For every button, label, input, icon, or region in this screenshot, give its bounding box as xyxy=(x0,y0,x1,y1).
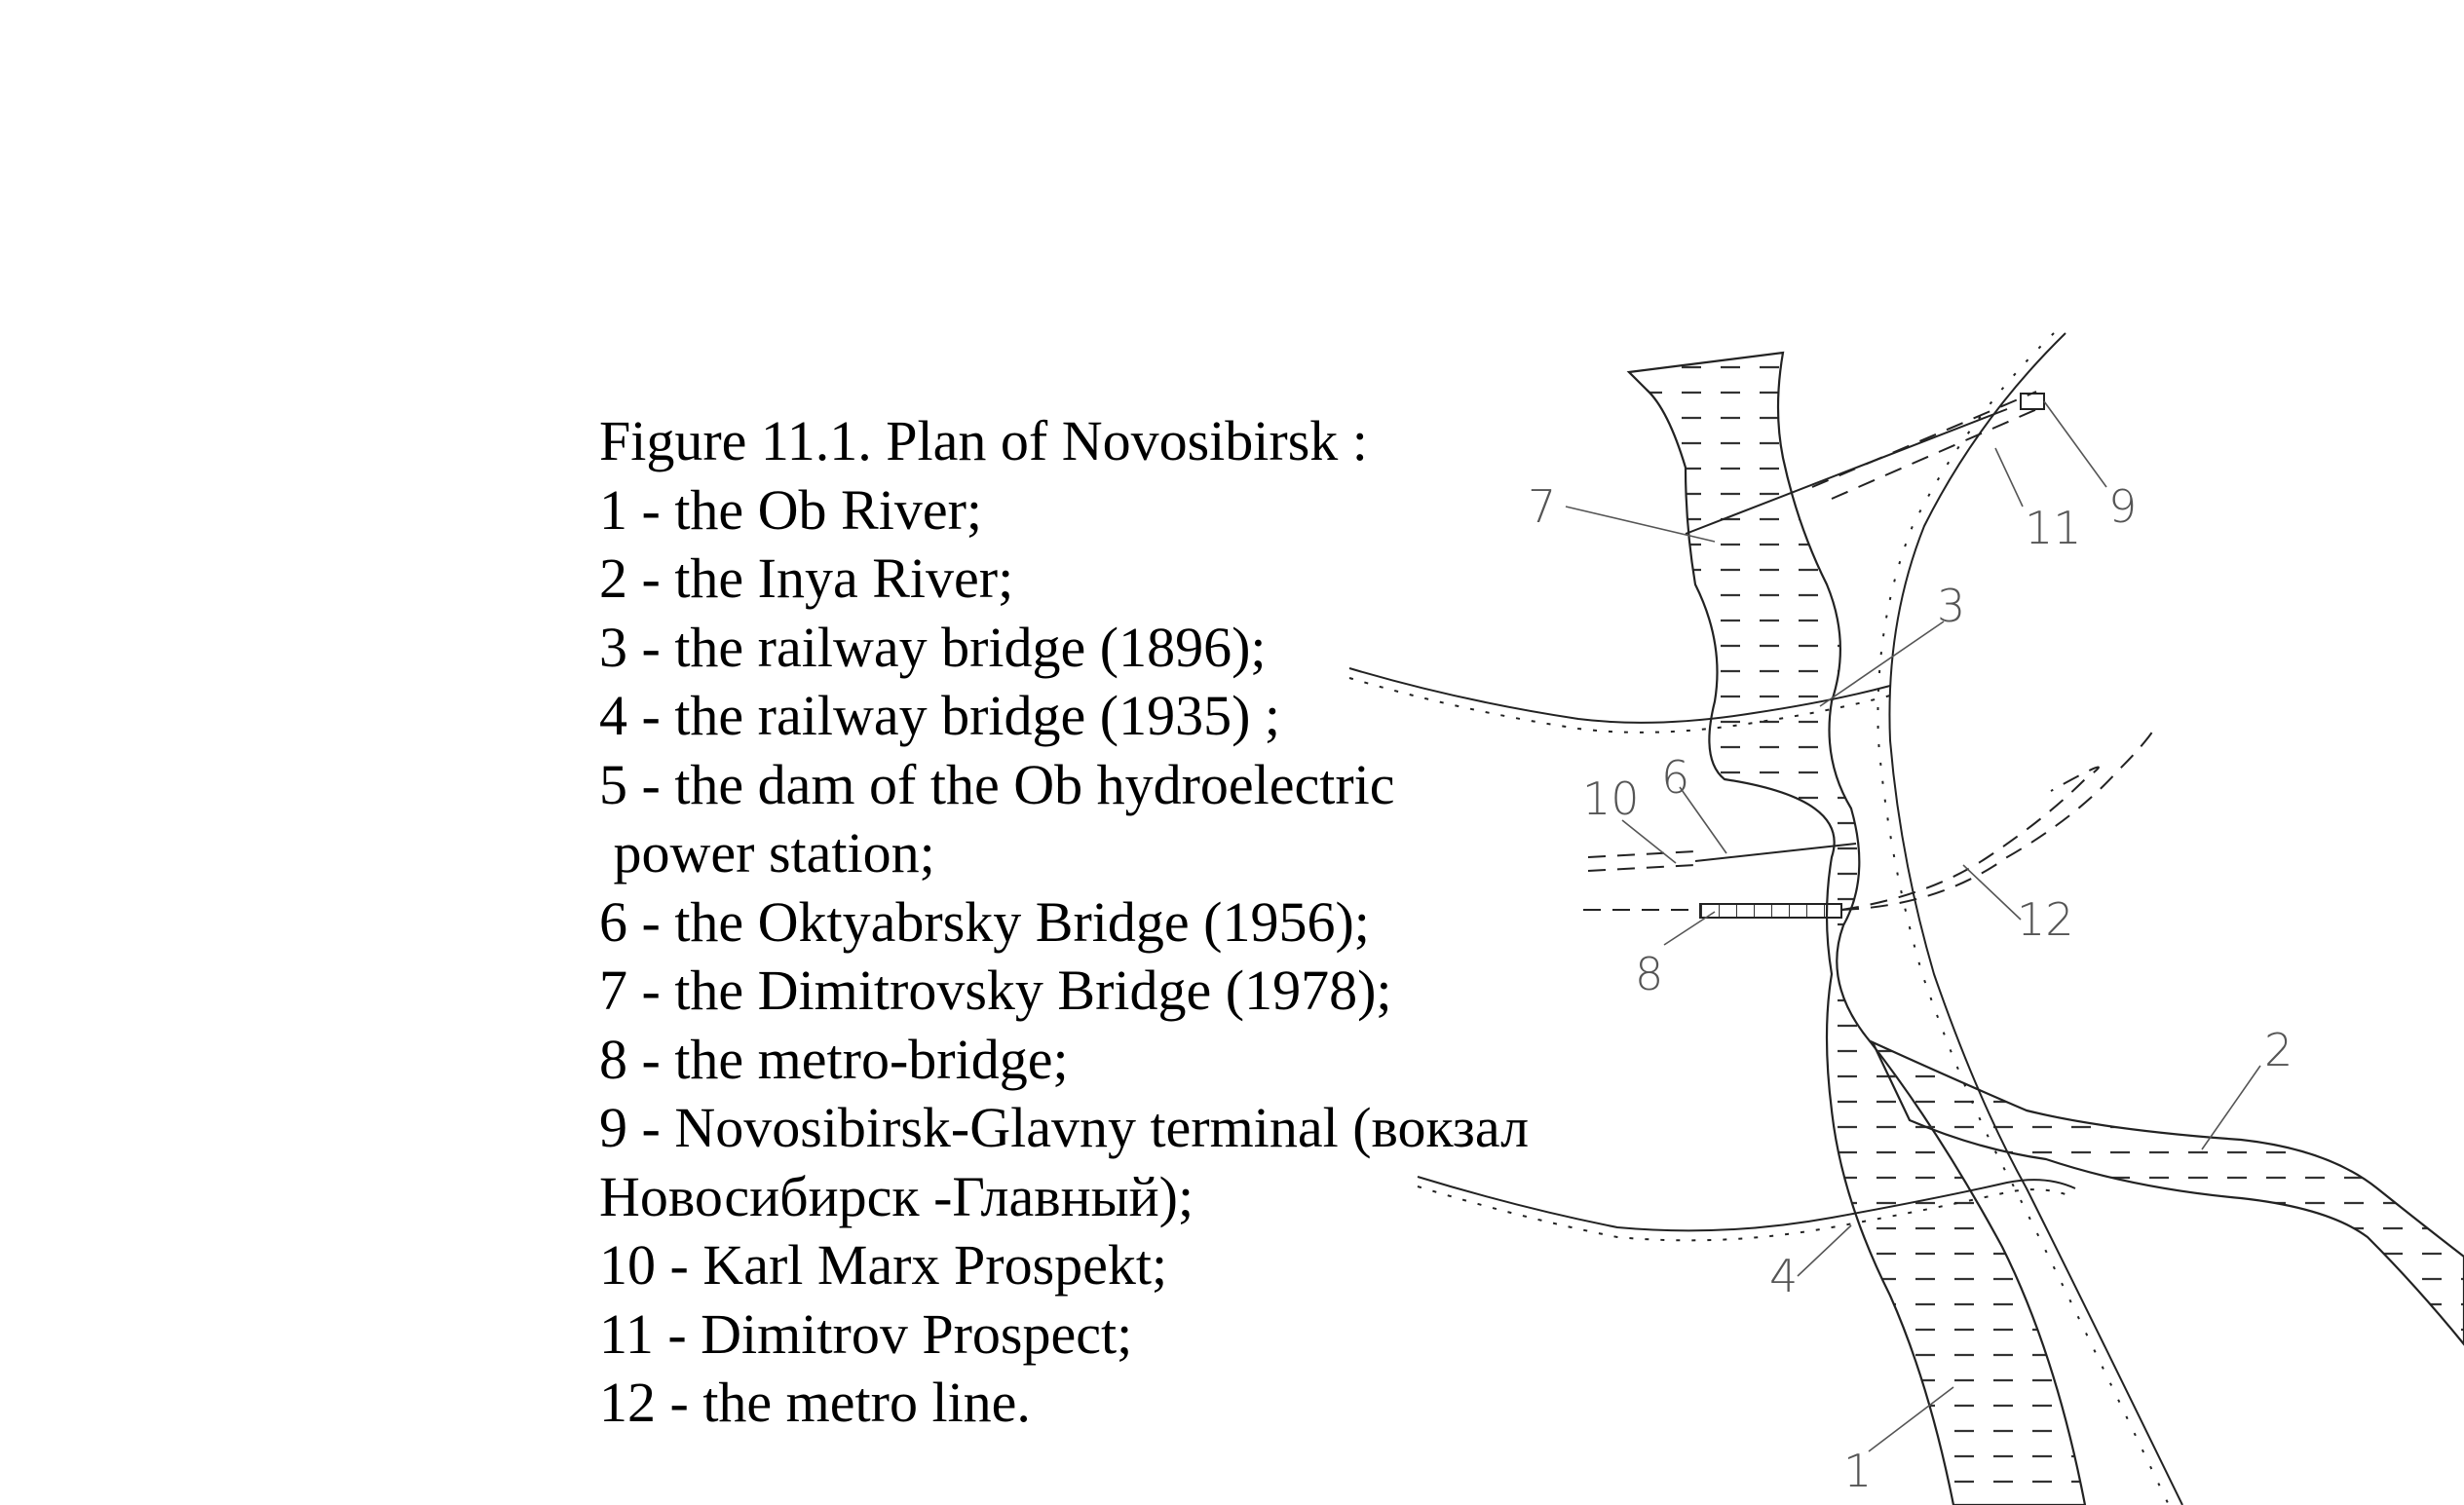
leader-11 xyxy=(1995,448,2023,507)
legend-item-7: 7 - the Dimitrovsky Bridge (1978); xyxy=(599,959,1392,1022)
karl-marx-prospekt-dashed-2 xyxy=(1588,865,1695,871)
leader-12 xyxy=(1963,865,2021,920)
label-3: 3 xyxy=(1937,580,1966,632)
legend-item-1: 1 - the Ob River; xyxy=(599,477,983,542)
metro-bridge xyxy=(1700,904,1841,918)
leader-9 xyxy=(2044,401,2106,487)
legend-item-3: 3 - the railway bridge (1896); xyxy=(599,615,1267,679)
label-11: 11 xyxy=(2025,502,2082,554)
legend-item-6: 6 - the Oktyabrsky Bridge (1956); xyxy=(599,889,1370,954)
legend-item-5-continued: power station; xyxy=(599,821,935,884)
terminal-building xyxy=(2021,394,2044,409)
karl-marx-prospekt-dashed xyxy=(1588,851,1695,857)
legend-item-9-continued: Новосибирск -Главный); xyxy=(599,1164,1194,1228)
legend-item-5: 5 - the dam of the Ob hydroelectric xyxy=(599,752,1395,816)
leader-8 xyxy=(1664,912,1715,945)
legend-item-11: 11 - Dimitrov Prospect; xyxy=(599,1301,1133,1366)
legend-item-9: 9 - Novosibirsk-Glavny terminal (вокзал xyxy=(599,1096,1530,1159)
legend-item-10: 10 - Karl Marx Prospekt; xyxy=(599,1233,1168,1297)
label-8: 8 xyxy=(1635,948,1664,1000)
label-4: 4 xyxy=(1769,1250,1799,1302)
label-9: 9 xyxy=(2108,480,2138,533)
legend-item-8: 8 - the metro-bridge; xyxy=(599,1027,1069,1091)
label-6: 6 xyxy=(1661,751,1690,804)
label-10: 10 xyxy=(1582,772,1640,825)
dimitrov-prospect-dashed-2 xyxy=(1832,405,2046,499)
legend-item-12: 12 - the metro line. xyxy=(599,1371,1031,1434)
leader-10 xyxy=(1622,820,1676,863)
label-7: 7 xyxy=(1528,480,1557,533)
label-1: 1 xyxy=(1843,1445,1873,1497)
leader-4 xyxy=(1798,1225,1851,1276)
figure-title: Figure 11.1. Plan of Novosibirsk : xyxy=(599,409,1368,472)
legend-item-2: 2 - the Inya River; xyxy=(599,546,1014,610)
legend-item-4: 4 - the railway bridge (1935) ; xyxy=(599,684,1281,747)
dimitrov-prospect-dashed xyxy=(1812,392,2036,487)
label-12: 12 xyxy=(2017,893,2074,946)
metro-line-east xyxy=(1841,768,2099,911)
leader-2 xyxy=(2202,1066,2260,1149)
label-2: 2 xyxy=(2264,1024,2293,1076)
